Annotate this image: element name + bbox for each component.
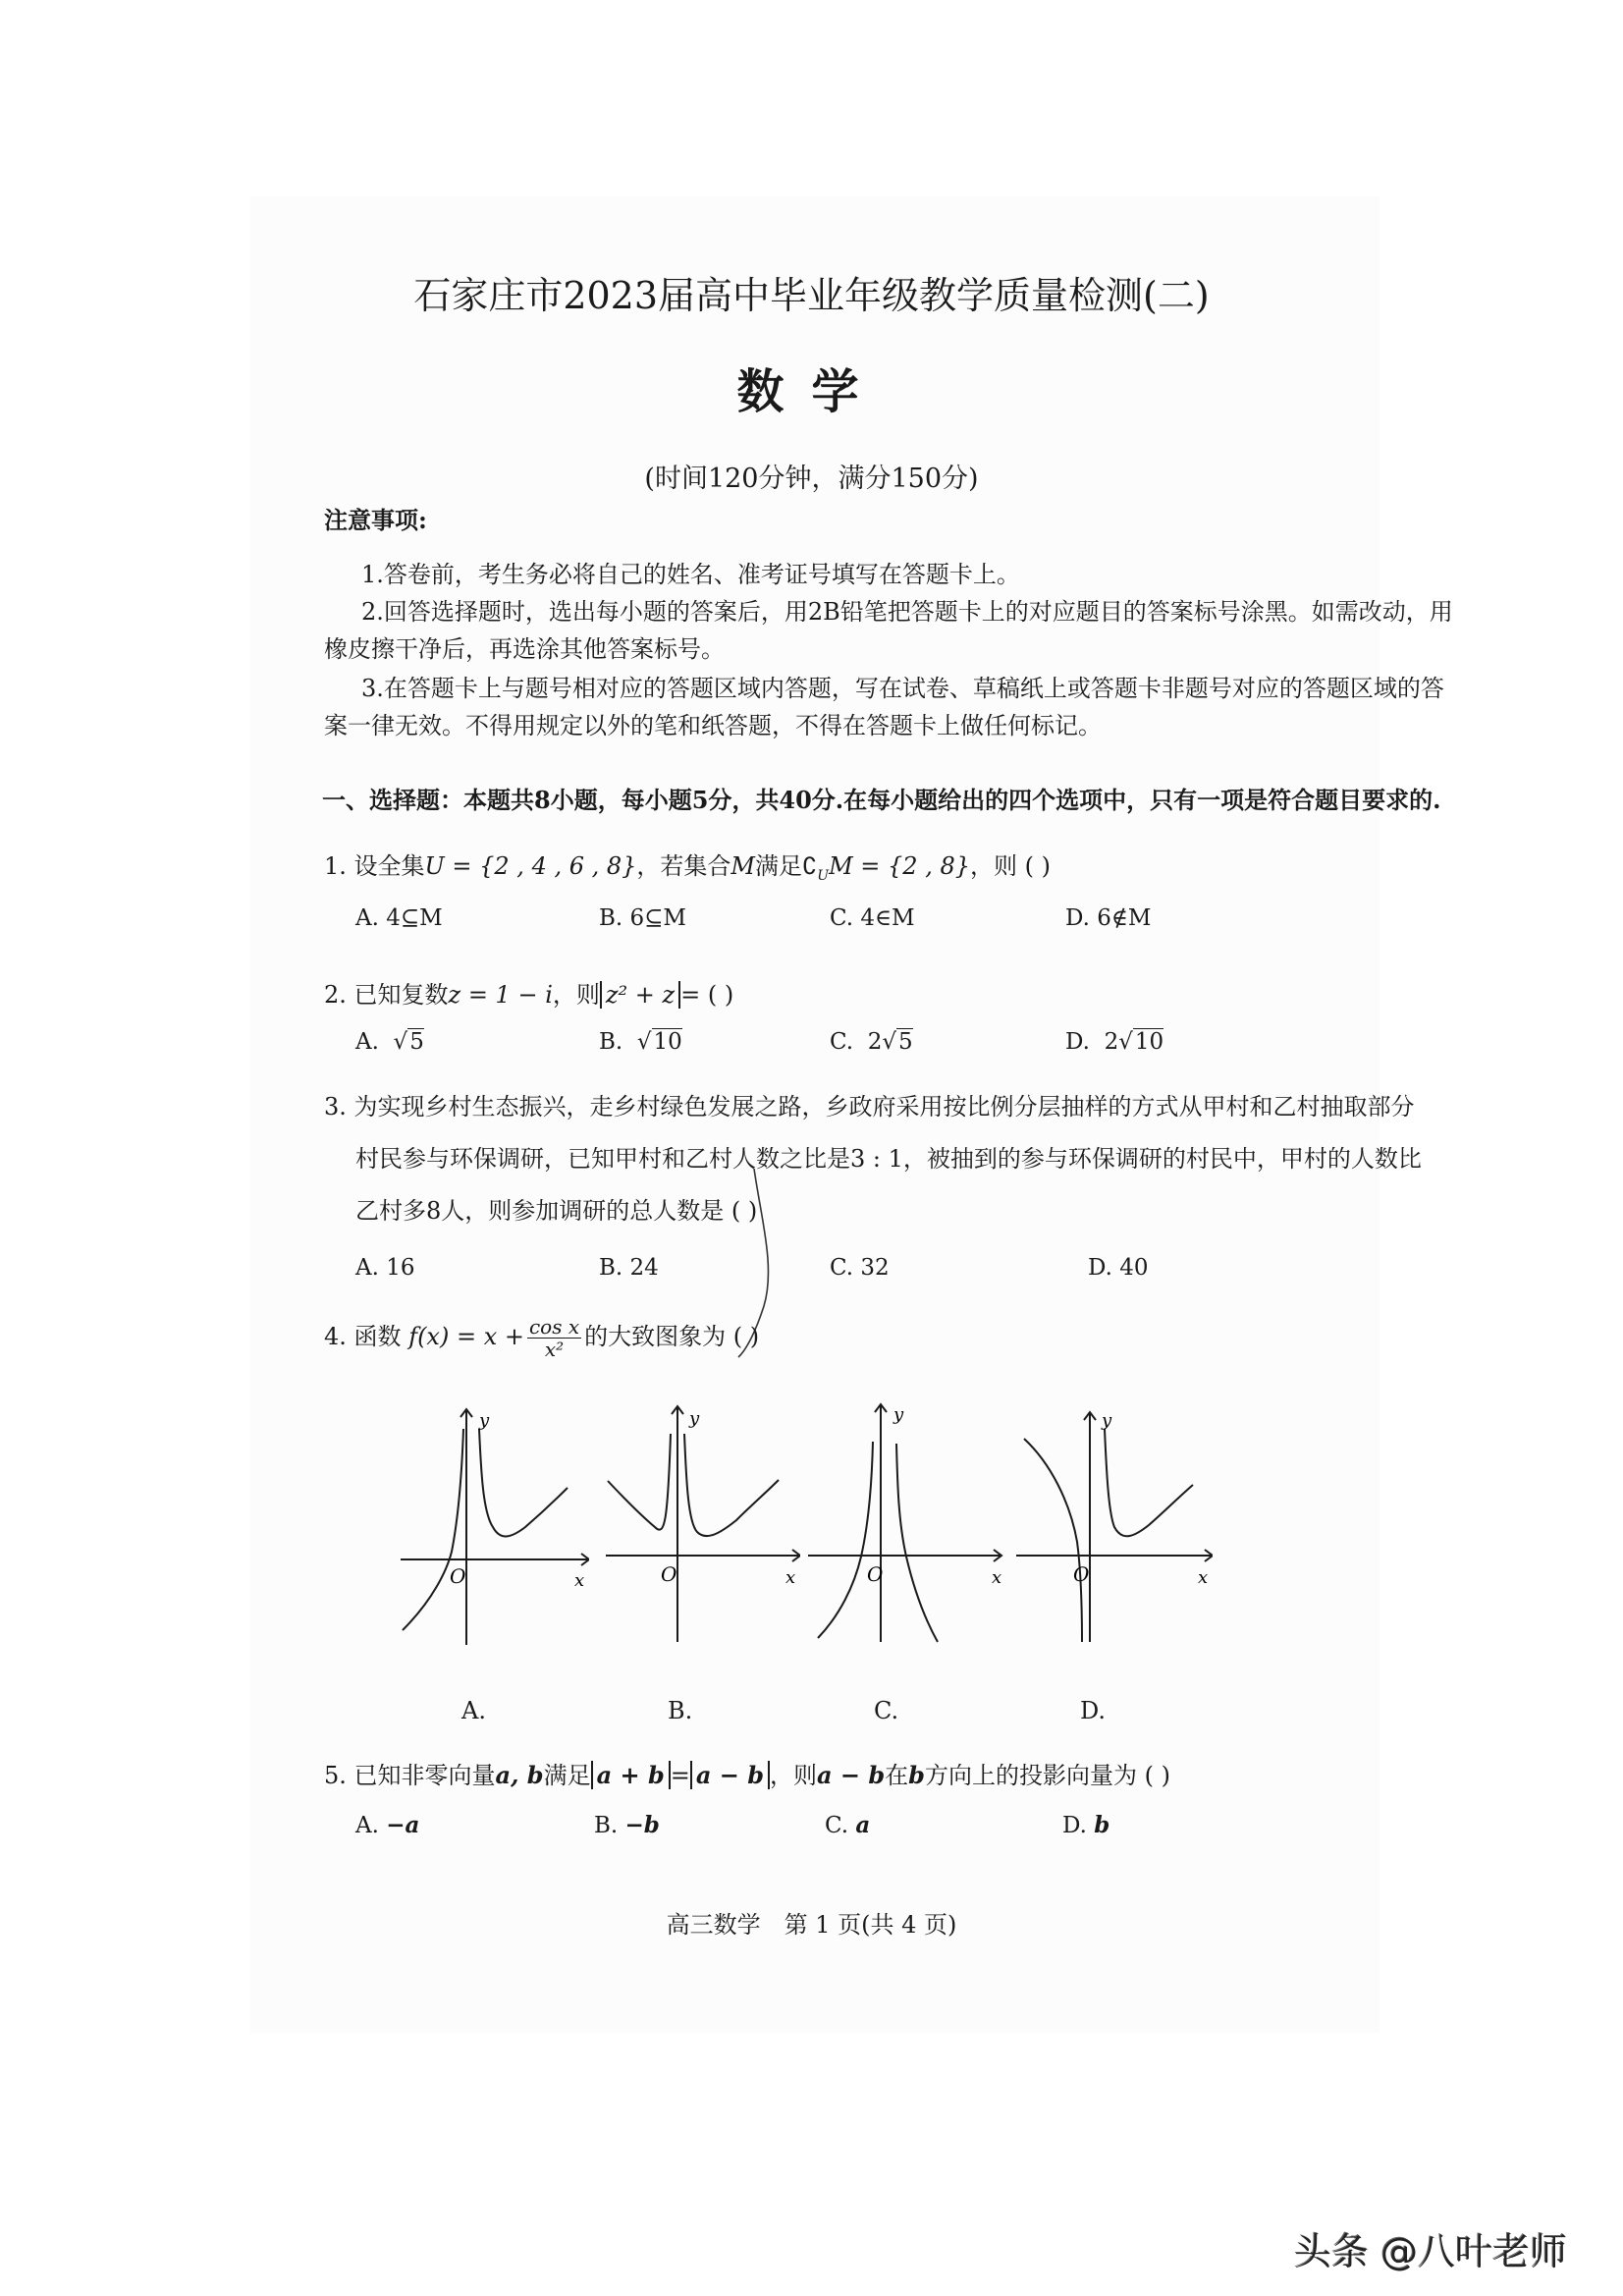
notice-item-1: 1.答卷前，考生务必将自己的姓名、准考证号填写在答题卡上。 [361, 561, 1020, 588]
q1-option-b[interactable]: B. 6⊆M [599, 905, 686, 931]
notice-item-2: 2.回答选择题时，选出每小题的答案后，用2B铅笔把答题卡上的对应题目的答案标号涂黑。如需改动，用 [361, 598, 1453, 626]
graph-b[interactable] [594, 1394, 800, 1650]
q5-option-b[interactable]: B. −b [594, 1812, 660, 1838]
q3-option-a[interactable]: A. 16 [355, 1255, 415, 1281]
q2-option-b[interactable]: B. √10 [599, 1029, 682, 1055]
question-4: 4. 函数 f(x) = x + $\frac{\text{cos x}}{\text{x²}}$ 的大致图象为 ( ) [324, 1315, 760, 1361]
q5-option-a[interactable]: A. −a [355, 1812, 420, 1838]
graph-c-label[interactable]: C. [874, 1697, 899, 1724]
q3-option-c[interactable]: C. 32 [830, 1255, 890, 1281]
svg-text:O: O [450, 1564, 466, 1588]
question-5: 5. 已知非零向量a, b满足 a + b = a − b ，则a − b在b方向上的投影向量为 ( ) [324, 1761, 1170, 1789]
question-3-line-2: 村民参与环保调研，已知甲村和乙村人数之比是3 : 1，被抽到的参与环保调研的村民中，甲村的人数比 [355, 1145, 1422, 1173]
q1-option-c[interactable]: C. 4∈M [830, 905, 915, 931]
graph-c[interactable] [800, 1394, 1006, 1650]
page-footer: 高三数学 第 1 页(共 4 页) [666, 1911, 957, 1939]
q2-option-d[interactable]: D. 2√10 [1065, 1029, 1164, 1055]
q2-option-c[interactable]: C. 2√5 [830, 1029, 913, 1055]
svg-text:O: O [867, 1562, 884, 1586]
svg-text:O: O [1073, 1562, 1090, 1586]
q3-option-d[interactable]: D. 40 [1088, 1255, 1149, 1281]
graph-b-label[interactable]: B. [668, 1697, 693, 1724]
question-1: 1. 设全集U = {2 , 4 , 6 , 8}，若集合M满足$∁_UM = \{2$ , 8}，则 ( ) [324, 852, 1051, 884]
subject-title: 数学 [736, 364, 887, 419]
exam-title: 石家庄市2023届高中毕业年级教学质量检测(二) [413, 274, 1210, 317]
section-heading: 一、选择题：本题共8小题，每小题5分，共40分.在每小题给出的四个选项中，只有一项是符合题目要求的. [322, 786, 1441, 814]
watermark: 头条 @八叶老师 [1294, 2230, 1568, 2273]
notice-item-3: 3.在答题卡上与题号相对应的答题区域内答题，写在试卷、草稿纸上或答题卡非题号对应的答题区域的答 [361, 675, 1444, 702]
question-3: 3. 为实现乡村生态振兴，走乡村绿色发展之路，乡政府采用按比例分层抽样的方式从甲村和乙村抽取部分 [324, 1093, 1415, 1121]
q5-option-c[interactable]: C. a [825, 1812, 871, 1838]
svg-text:O: O [661, 1562, 677, 1586]
fraction: $\frac{\text{cos x}}{\text{x²}}$ [528, 1315, 580, 1361]
svg-text:x: x [1198, 1567, 1209, 1588]
q1-option-d[interactable]: D. 6∉M [1065, 905, 1152, 931]
svg-text:y: y [689, 1408, 700, 1429]
notice-heading: 注意事项: [324, 506, 427, 534]
svg-text:x: x [785, 1567, 796, 1588]
graph-a-label[interactable]: A. [461, 1697, 486, 1724]
q1-option-a[interactable]: A. 4⊆M [355, 905, 443, 931]
notice-item-3-cont: 案一律无效。不得用规定以外的笔和纸答题，不得在答题卡上做任何标记。 [324, 712, 1102, 739]
graph-d-label[interactable]: D. [1080, 1697, 1107, 1724]
notice-item-2-cont: 橡皮擦干净后，再选涂其他答案标号。 [324, 635, 725, 663]
svg-text:y: y [479, 1410, 490, 1431]
svg-text:y: y [893, 1404, 904, 1425]
svg-text:x: x [574, 1570, 585, 1591]
graph-a[interactable] [393, 1394, 589, 1650]
question-3-line-3: 乙村多8人，则参加调研的总人数是 ( ) [355, 1197, 758, 1225]
graph-d[interactable] [1006, 1394, 1213, 1650]
exam-duration: (时间120分钟，满分150分) [644, 464, 979, 494]
question-2: 2. 已知复数z = 1 − i，则 z² + z = ( ) [324, 981, 734, 1009]
svg-text:y: y [1102, 1410, 1112, 1431]
q5-option-d[interactable]: D. b [1062, 1812, 1110, 1838]
svg-text:x: x [992, 1567, 1002, 1588]
q3-option-b[interactable]: B. 24 [599, 1255, 659, 1281]
q2-option-a[interactable]: A. √5 [355, 1029, 424, 1055]
